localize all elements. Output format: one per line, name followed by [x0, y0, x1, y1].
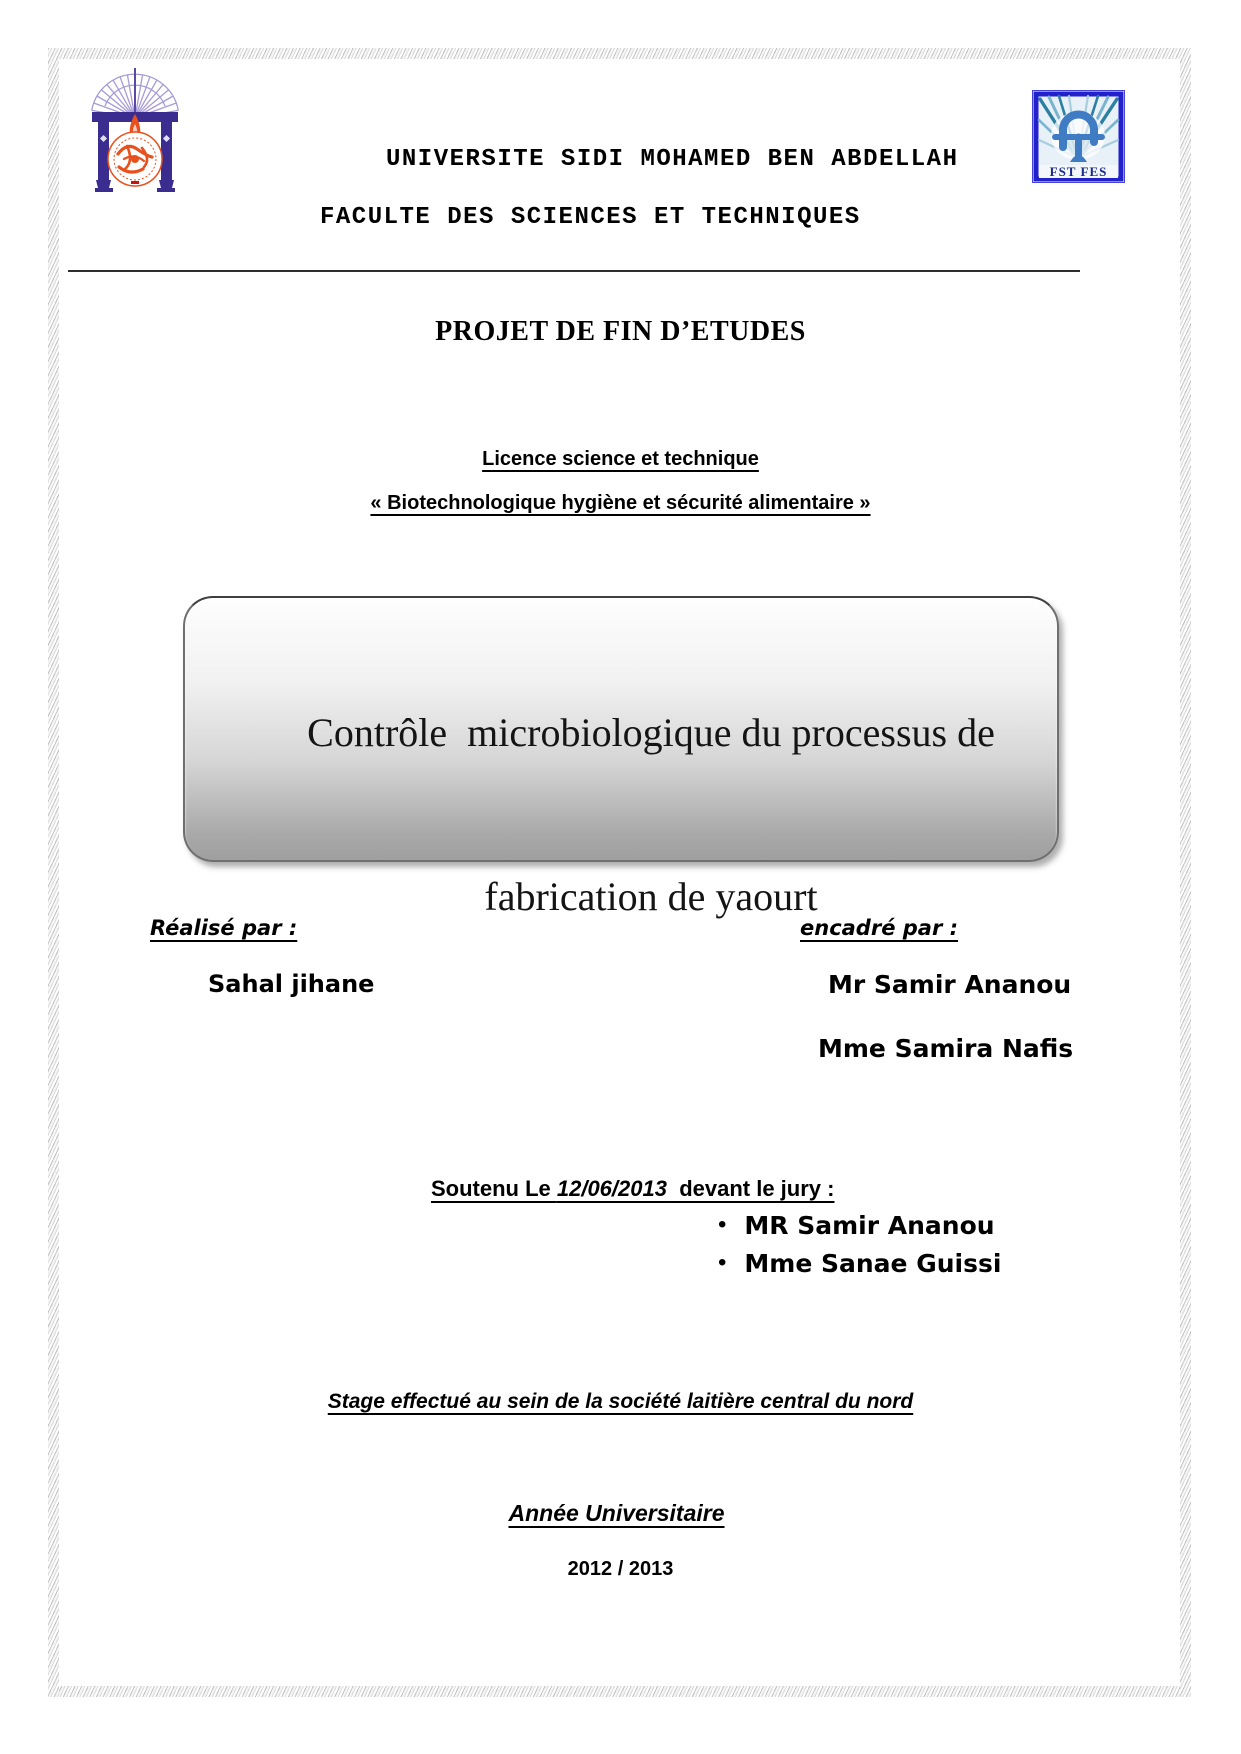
university-emblem-logo [88, 62, 182, 194]
defense-prefix: Soutenu Le [430, 1176, 557, 1201]
jury-member-1: MR Samir Ananou [744, 1210, 995, 1240]
bullet-icon: • [718, 1249, 727, 1276]
defense-line-text [431, 1176, 835, 1201]
author-name: Sahal jihane [208, 970, 375, 998]
fst-fes-caption: FST FES [1049, 164, 1108, 179]
realized-by-label: Réalisé par : [150, 916, 298, 940]
page-border-left [48, 48, 59, 1697]
page-border-bottom [48, 1686, 1191, 1697]
faculty-name: FACULTE DES SCIENCES ET TECHNIQUES [320, 204, 861, 231]
supervisor-name-2: Mme Samira Nafis [818, 1034, 1074, 1063]
degree-heading: Licence science et technique [482, 448, 759, 470]
page-border-top [48, 48, 1191, 59]
jury-member-2: Mme Sanae Guissi [744, 1248, 1002, 1278]
defense-suffix: devant le jury : [666, 1176, 835, 1201]
university-emblem-icon [88, 62, 182, 194]
thesis-title-line1: Contrôle microbiologique du processus de [307, 710, 995, 755]
header-divider [68, 270, 1080, 272]
fst-fes-logo [1032, 90, 1125, 183]
defense-line [0, 1150, 1241, 1228]
thesis-title-box [183, 596, 1059, 919]
project-type-heading: PROJET DE FIN D’ETUDES [435, 316, 806, 347]
university-name: UNIVERSITE SIDI MOHAMED BEN ABDELLAH [386, 146, 959, 173]
page-border-right [1180, 48, 1191, 1697]
thesis-title-line2: fabrication de yaourt [484, 874, 818, 919]
jury-item [718, 1206, 1001, 1244]
thesis-title [185, 610, 1057, 1020]
fst-fes-icon [1032, 90, 1125, 183]
academic-year-label-text: Année Universitaire [508, 1500, 725, 1526]
jury-list [718, 1206, 1001, 1282]
defense-date: 12/06/2013 [556, 1176, 667, 1201]
academic-year-label [0, 1500, 1241, 1527]
internship-text: Stage effectué au sein de la société laitière central du nord [327, 1390, 914, 1413]
bullet-icon: • [718, 1211, 727, 1238]
supervised-by-label: encadré par : [800, 916, 959, 940]
jury-item [718, 1244, 1001, 1282]
supervisor-name-1: Mr Samir Ananou [828, 970, 1072, 999]
academic-year-value: 2012 / 2013 [567, 1558, 674, 1580]
specialty-heading: « Biotechnologique hygiène et sécurité alimentaire » [370, 492, 871, 514]
internship-line [0, 1390, 1241, 1414]
